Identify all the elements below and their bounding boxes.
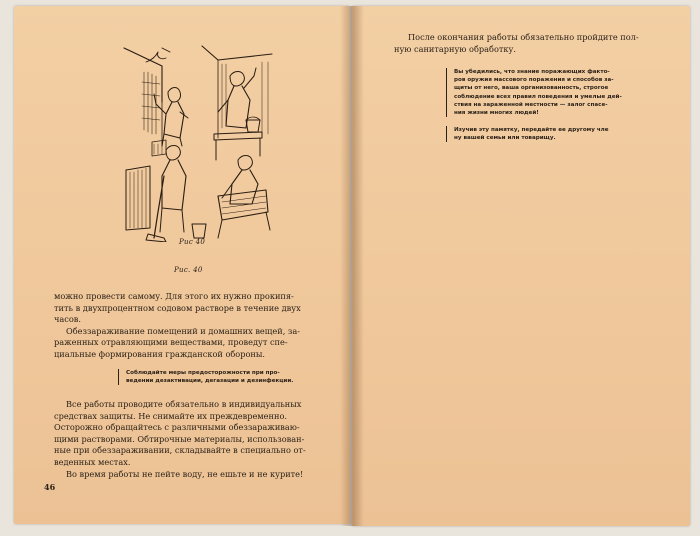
text-line: ную санитарную обработку. xyxy=(394,43,516,54)
note-line: ров оружия массового поражения и способов за- xyxy=(454,77,614,84)
note-line: ведении дезактивации, дегазации и дезинфекции. xyxy=(126,378,294,385)
note-line: соблюдение всех правил поведения и умелые дей- xyxy=(454,93,622,100)
summary-note xyxy=(446,68,660,117)
left-page xyxy=(14,6,350,524)
figure-caption-repeat: Рис. 40 xyxy=(174,266,203,274)
note-line: Соблюдайте меры предосторожности при про- xyxy=(126,370,280,376)
note-line: ну вашей семьи или товарищу. xyxy=(454,135,556,142)
note-line: щиты от него, ваша организованность, строгое xyxy=(454,85,609,92)
figure-40-illustration xyxy=(122,42,282,242)
left-text-block xyxy=(54,291,334,361)
caution-note xyxy=(118,369,326,385)
text-line: щими растворами. Обтирочные материалы, использован- xyxy=(54,433,305,444)
note-line: ния жизни многих людей! xyxy=(454,110,539,117)
note-line: Изучив эту памятку, передайте ее другому чле xyxy=(454,127,609,133)
text-line: раженных отравляющими веществами, проведут спе- xyxy=(54,337,288,348)
right-intro-text xyxy=(394,32,662,55)
text-line: После окончания работы обязательно пройдите пол- xyxy=(408,32,639,42)
text-line: Обеззараживание помещений и домашних вещей, за- xyxy=(66,325,301,336)
note-line: ствия на зараженной местности — залог спасе- xyxy=(454,101,608,108)
text-line: можно провести самому. Для этого их нужно прокипя- xyxy=(54,291,294,301)
text-line: тить в двухпроцентном содовом растворе в течение двух xyxy=(54,302,301,313)
text-line: ные при обеззараживании, складывайте в специально от- xyxy=(54,445,306,456)
note-line: Вы убедились, что знание поражающих факто- xyxy=(454,69,610,75)
text-line: часов. xyxy=(54,314,82,325)
pass-on-note xyxy=(446,126,660,142)
right-page xyxy=(352,6,690,526)
text-line: Во время работы не пейте воду, не ешьте и не курите! xyxy=(66,468,304,479)
text-line: Все работы проводите обязательно в индивидуальных xyxy=(66,399,302,409)
figure-caption: Рис 40 xyxy=(179,238,206,246)
text-line: средствах защиты. Не снимайте их преждевременно. xyxy=(54,410,287,421)
text-line: циальные формирования гражданской обороны. xyxy=(54,348,265,359)
page-number: 46 xyxy=(44,482,56,492)
text-line: веденных местах. xyxy=(54,456,131,467)
text-line: Осторожно обращайтесь с различными обеззараживаю- xyxy=(54,422,300,433)
left-text-block-2 xyxy=(54,399,334,480)
